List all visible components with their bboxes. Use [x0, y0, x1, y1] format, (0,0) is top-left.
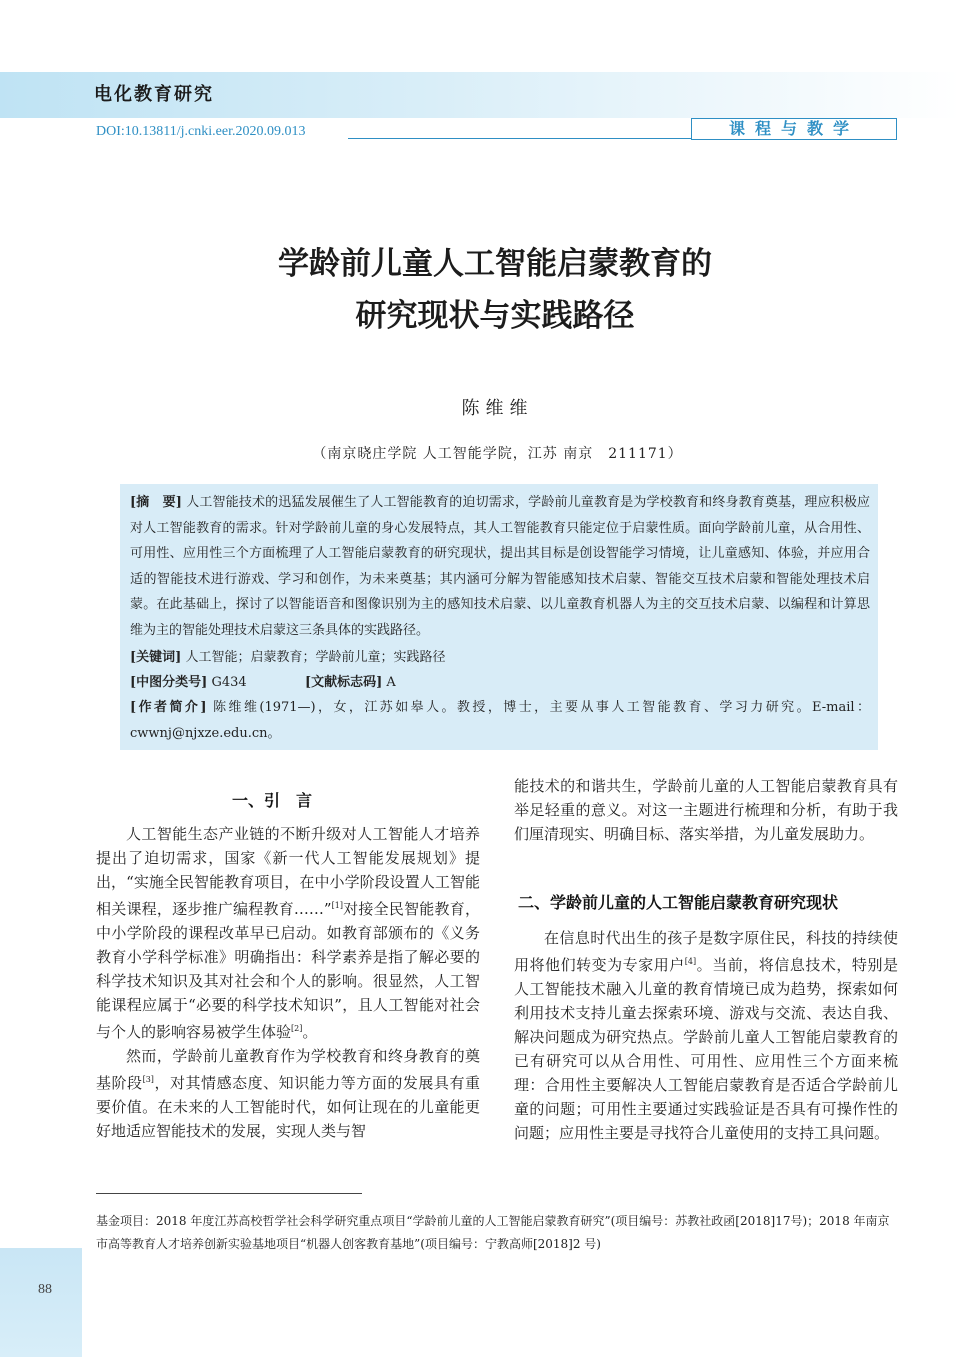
- s1p1c-text: 。: [302, 1023, 318, 1041]
- section1-paragraph-1: [96, 822, 480, 1044]
- abstract: [130, 490, 870, 643]
- doc-code-value: A: [386, 675, 396, 690]
- keywords-label: [关键词]: [130, 650, 182, 665]
- clc-label: [中图分类号]: [130, 675, 208, 690]
- title-line-2: 研究现状与实践路径: [355, 298, 635, 334]
- column-label: 课程与教学: [691, 118, 897, 140]
- ref-4[interactable]: [4]: [684, 957, 697, 966]
- clc-value: G434: [211, 675, 247, 690]
- right-column-top: [514, 774, 898, 846]
- author-intro-label: [作者简介]: [130, 700, 207, 715]
- ref-1[interactable]: [1]: [331, 901, 343, 910]
- journal-name: 电化教育研究: [94, 84, 214, 105]
- section1-paragraph-2-cont: 能技术的和谐共生，学龄前儿童的人工智能启蒙教育具有举足轻重的意义。对这一主题进行梳理和分析，有助于我们厘清现实、明确目标、落实举措，为儿童发展助力。: [514, 777, 898, 843]
- keywords: [130, 645, 870, 671]
- doi[interactable]: DOI:10.13811/j.cnki.eer.2020.09.013: [96, 124, 306, 139]
- keywords-text: 人工智能；启蒙教育；学龄前儿童；实践路径: [185, 650, 446, 665]
- s2p1b-text: 。当前，将信息技术，特别是人工智能技术融入儿童的教育情境已成为趋势，探索如何利用技术支持儿童去探索环境、游戏与交流、表达自我、解决问题成为研究热点。学龄前儿童人工智能启蒙教育的已有研究可以从合用性、可用性、应用性三个方面来梳理：合用性主要解决人工智能启蒙教育是否适合学龄前儿童的问题；可用性主要通过实践验证是否具有可操作性的问题；应用性主要是寻找符合儿童使用的支持工具问题。: [514, 956, 898, 1142]
- abstract-text: 人工智能技术的迅猛发展催生了人工智能教育的迫切需求，学龄前儿童教育是为学校教育和终身教育奠基，理应积极应对人工智能教育的需求。针对学龄前儿童的身心发展特点，其人工智能教育只能定位于启蒙性质。面向学龄前儿童，从合用性、可用性、应用性三个方面梳理了人工智能启蒙教育的研究现状，提出其目标是创设智能学习情境，让儿童感知、体验，并应用合适的智能技术进行游戏、学习和创作，为未来奠基；其内涵可分解为智能感知技术启蒙、智能交互技术启蒙和智能处理技术启蒙。在此基础上，探讨了以智能语音和图像识别为主的感知技术启蒙、以儿童教育机器人为主的交互技术启蒙、以编程和计算思维为主的智能处理技术启蒙这三条具体的实践路径。: [130, 495, 870, 638]
- ref-2[interactable]: [2]: [291, 1024, 303, 1033]
- section1-heading: 一、引 言: [232, 791, 313, 810]
- article-title: [0, 238, 960, 342]
- author-affiliation: （南京晓庄学院 人工智能学院，江苏 南京 211171）: [312, 446, 683, 462]
- author-intro-text: 陈维维(1971—)，女，江苏如皋人。教授，博士，主要从事人工智能教育、学习力研究。E-mail：cwwnj@njxze.edu.cn。: [130, 700, 870, 741]
- author-intro: [130, 695, 870, 746]
- author-name: 陈维维: [461, 398, 534, 419]
- abstract-label: [摘 要]: [130, 495, 182, 510]
- doc-code-label: [文献标志码]: [304, 675, 383, 690]
- page-number-box: [0, 1248, 82, 1357]
- s1p2a-text: 然而，学龄前儿童教育作为学校教育和终身教育的奠基阶段: [96, 1047, 480, 1092]
- section1-paragraph-2: [96, 1044, 480, 1143]
- s1p1-text: 人工智能生态产业链的不断升级对人工智能人才培养提出了迫切需求，国家《新一代人工智能发展规划》提出，“实施全民智能教育项目，在中小学阶段设置人工智能相关课程，逐步推广编程教育……”: [96, 825, 480, 918]
- title-line-1: 学龄前儿童人工智能启蒙教育的: [278, 246, 712, 282]
- s2p1a-text: 在信息时代出生的孩子是数字原住民，科技的持续使用将他们转变为专家用户: [514, 929, 898, 974]
- s1p1b-text: 对接全民智能教育，中小学阶段的课程改革早已启动。如教育部颁布的《义务教育小学科学标准》明确指出：科学素养是指了解必要的科学技术知识及其对社会和个人的影响。很显然，人工智能课程应属于“必要的科学技术知识”，且人工智能对社会与个人的影响容易被学生体验: [96, 900, 480, 1041]
- section2-paragraph-1: [514, 926, 898, 1145]
- classification: [130, 670, 870, 696]
- ref-3[interactable]: [3]: [142, 1075, 154, 1084]
- footnote-rule: [96, 1193, 362, 1194]
- funding-footnote: 基金项目：2018 年度江苏高校哲学社会科学研究重点项目“学龄前儿童的人工智能启蒙教育研究”(项目编号：苏教社政函[2018]17号)；2018 年南京市高等教育人才培养创新实验基地项目“机器人创客教育基地”(项目编号：宁教高师[2018]2 号): [96, 1214, 890, 1251]
- section2-heading: 二、学龄前儿童的人工智能启蒙教育研究现状: [518, 893, 839, 912]
- s1p2b-text: ，对其情感态度、知识能力等方面的发展具有重要价值。在未来的人工智能时代，如何让现在的儿童能更好地适应智能技术的发展，实现人类与智: [96, 1074, 480, 1140]
- right-column: [514, 926, 898, 1145]
- left-column: [96, 822, 480, 1143]
- doi-rule: [348, 138, 692, 139]
- page-number: 88: [38, 1282, 52, 1297]
